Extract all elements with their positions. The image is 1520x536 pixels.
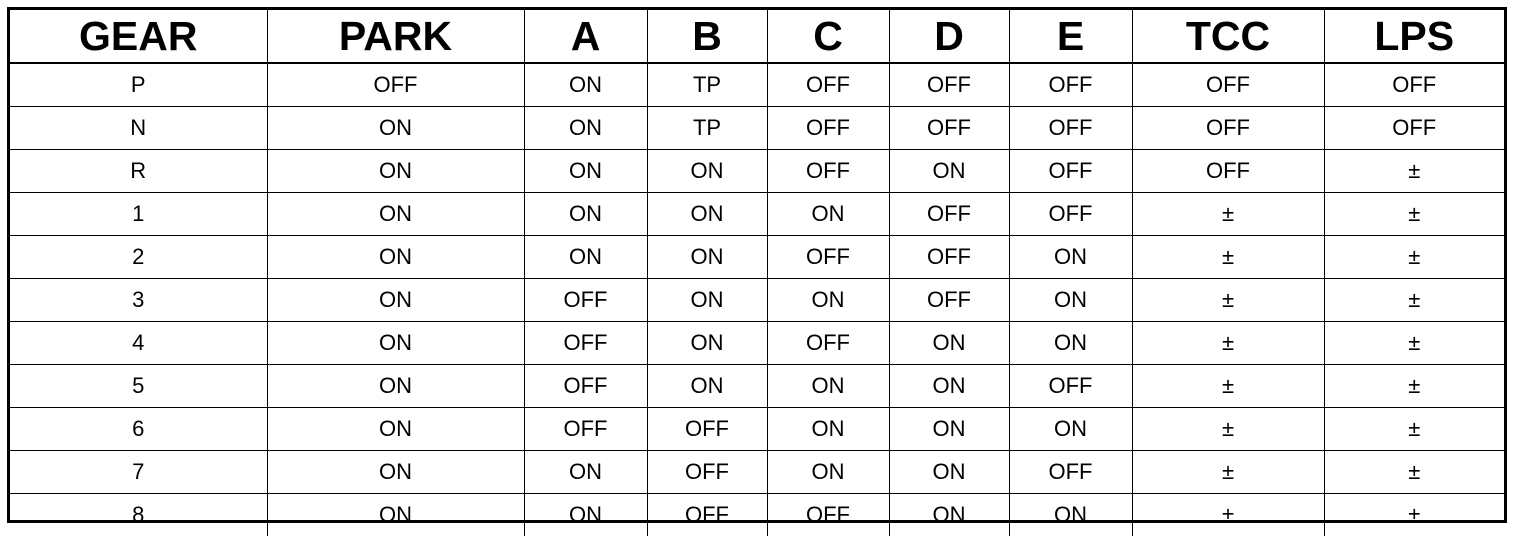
cell-d: OFF xyxy=(889,107,1009,150)
cell-tcc: ± xyxy=(1132,236,1324,279)
cell-tcc: ± xyxy=(1132,365,1324,408)
table-row xyxy=(10,322,1504,365)
cell-gear: 1 xyxy=(10,193,267,236)
table-row xyxy=(10,236,1504,279)
table-row xyxy=(10,365,1504,408)
table-row xyxy=(10,451,1504,494)
table-row xyxy=(10,193,1504,236)
cell-gear: 2 xyxy=(10,236,267,279)
cell-park: ON xyxy=(267,150,524,193)
cell-d: OFF xyxy=(889,279,1009,322)
header-a: A xyxy=(524,10,647,63)
cell-e: OFF xyxy=(1009,107,1132,150)
cell-c: ON xyxy=(767,408,889,451)
header-tcc: TCC xyxy=(1132,10,1324,63)
cell-d: OFF xyxy=(889,63,1009,107)
header-park: PARK xyxy=(267,10,524,63)
cell-lps: ± xyxy=(1324,494,1504,536)
header-c: C xyxy=(767,10,889,63)
cell-c: OFF xyxy=(767,107,889,150)
cell-b: ON xyxy=(647,365,767,408)
cell-tcc: ± xyxy=(1132,494,1324,536)
cell-d: ON xyxy=(889,494,1009,536)
cell-a: ON xyxy=(524,150,647,193)
cell-d: ON xyxy=(889,150,1009,193)
cell-gear: P xyxy=(10,63,267,107)
cell-c: OFF xyxy=(767,494,889,536)
cell-lps: ± xyxy=(1324,236,1504,279)
cell-park: ON xyxy=(267,322,524,365)
cell-d: OFF xyxy=(889,193,1009,236)
header-d: D xyxy=(889,10,1009,63)
header-lps: LPS xyxy=(1324,10,1504,63)
cell-e: ON xyxy=(1009,236,1132,279)
cell-tcc: ± xyxy=(1132,451,1324,494)
cell-lps: ± xyxy=(1324,279,1504,322)
header-b: B xyxy=(647,10,767,63)
cell-gear: R xyxy=(10,150,267,193)
cell-a: ON xyxy=(524,451,647,494)
cell-lps: ± xyxy=(1324,451,1504,494)
cell-d: ON xyxy=(889,408,1009,451)
cell-gear: 4 xyxy=(10,322,267,365)
cell-tcc: ± xyxy=(1132,408,1324,451)
cell-gear: 3 xyxy=(10,279,267,322)
cell-gear: 5 xyxy=(10,365,267,408)
cell-c: OFF xyxy=(767,63,889,107)
table-row xyxy=(10,494,1504,536)
cell-c: OFF xyxy=(767,322,889,365)
cell-park: ON xyxy=(267,279,524,322)
cell-d: OFF xyxy=(889,236,1009,279)
cell-d: ON xyxy=(889,451,1009,494)
cell-c: ON xyxy=(767,365,889,408)
table-row xyxy=(10,150,1504,193)
cell-d: ON xyxy=(889,322,1009,365)
cell-park: ON xyxy=(267,451,524,494)
cell-b: ON xyxy=(647,322,767,365)
cell-e: ON xyxy=(1009,279,1132,322)
header-row xyxy=(10,10,1504,63)
cell-lps: ± xyxy=(1324,408,1504,451)
cell-tcc: OFF xyxy=(1132,107,1324,150)
table-row xyxy=(10,107,1504,150)
cell-tcc: ± xyxy=(1132,193,1324,236)
cell-a: OFF xyxy=(524,365,647,408)
cell-gear: N xyxy=(10,107,267,150)
cell-b: TP xyxy=(647,63,767,107)
cell-b: ON xyxy=(647,193,767,236)
cell-tcc: OFF xyxy=(1132,63,1324,107)
cell-park: ON xyxy=(267,107,524,150)
header-e: E xyxy=(1009,10,1132,63)
table-row xyxy=(10,408,1504,451)
cell-tcc: OFF xyxy=(1132,150,1324,193)
cell-park: ON xyxy=(267,408,524,451)
cell-e: OFF xyxy=(1009,451,1132,494)
cell-park: ON xyxy=(267,236,524,279)
cell-e: ON xyxy=(1009,408,1132,451)
cell-e: OFF xyxy=(1009,63,1132,107)
cell-b: ON xyxy=(647,150,767,193)
cell-a: ON xyxy=(524,494,647,536)
cell-a: ON xyxy=(524,63,647,107)
cell-lps: ± xyxy=(1324,365,1504,408)
cell-a: OFF xyxy=(524,322,647,365)
cell-e: OFF xyxy=(1009,150,1132,193)
cell-c: ON xyxy=(767,279,889,322)
cell-gear: 7 xyxy=(10,451,267,494)
cell-b: OFF xyxy=(647,408,767,451)
cell-a: ON xyxy=(524,193,647,236)
cell-b: ON xyxy=(647,279,767,322)
cell-lps: ± xyxy=(1324,150,1504,193)
gear-state-table xyxy=(10,10,1504,536)
cell-tcc: ± xyxy=(1132,322,1324,365)
cell-gear: 8 xyxy=(10,494,267,536)
cell-park: ON xyxy=(267,494,524,536)
cell-tcc: ± xyxy=(1132,279,1324,322)
cell-a: OFF xyxy=(524,279,647,322)
cell-a: ON xyxy=(524,236,647,279)
table-row xyxy=(10,63,1504,107)
cell-e: ON xyxy=(1009,494,1132,536)
cell-a: OFF xyxy=(524,408,647,451)
cell-b: OFF xyxy=(647,494,767,536)
cell-e: OFF xyxy=(1009,365,1132,408)
cell-c: OFF xyxy=(767,236,889,279)
cell-lps: OFF xyxy=(1324,63,1504,107)
gear-table-frame xyxy=(7,7,1507,523)
cell-park: ON xyxy=(267,365,524,408)
cell-b: TP xyxy=(647,107,767,150)
cell-e: OFF xyxy=(1009,193,1132,236)
cell-lps: ± xyxy=(1324,322,1504,365)
cell-park: OFF xyxy=(267,63,524,107)
cell-park: ON xyxy=(267,193,524,236)
cell-lps: ± xyxy=(1324,193,1504,236)
cell-c: ON xyxy=(767,451,889,494)
cell-gear: 6 xyxy=(10,408,267,451)
cell-lps: OFF xyxy=(1324,107,1504,150)
cell-e: ON xyxy=(1009,322,1132,365)
cell-d: ON xyxy=(889,365,1009,408)
cell-b: ON xyxy=(647,236,767,279)
cell-c: ON xyxy=(767,193,889,236)
table-row xyxy=(10,279,1504,322)
header-gear: GEAR xyxy=(10,10,267,63)
cell-c: OFF xyxy=(767,150,889,193)
cell-b: OFF xyxy=(647,451,767,494)
cell-a: ON xyxy=(524,107,647,150)
